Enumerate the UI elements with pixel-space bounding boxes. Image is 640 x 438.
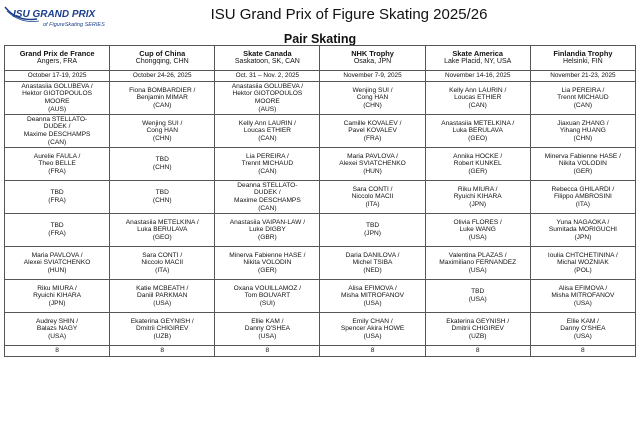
pair-entry-line: Maximiliano FERNANDEZ <box>439 259 517 267</box>
pair-entry-line: (ITA) <box>575 200 590 208</box>
event-location: Lake Placid, NY, USA <box>444 58 512 66</box>
pair-entry-line: Rebecca GHILARDI / <box>551 185 615 193</box>
pair-entry-cell <box>425 247 530 280</box>
pair-entry-line: Fiona BOMBARDIER / <box>129 86 196 94</box>
pair-entry-line: Sara CONTI / <box>142 251 183 259</box>
entry-count-cell: 8 <box>215 346 320 357</box>
pair-entry-line: (USA) <box>363 299 382 307</box>
entry-count-cell: 8 <box>320 346 425 357</box>
pair-entry-line: Spencer Akira HOWE <box>340 325 405 333</box>
pair-entry-cell <box>530 313 635 346</box>
pair-entry-line: (SUI) <box>259 299 276 307</box>
event-dates-row <box>5 71 636 82</box>
pair-entry-line: Yuna NAGAOKA / <box>556 218 610 226</box>
pair-entry-cell <box>530 247 635 280</box>
pair-entry-line: Michal WOZNIAK <box>557 259 609 267</box>
pair-entry-line: Loucas ETHIER <box>243 127 292 135</box>
pair-entry-line: Ekaterina GEYNISH / <box>130 317 194 325</box>
event-header-cell <box>425 46 530 71</box>
pair-entry-cell <box>110 214 215 247</box>
pair-entry-line: Lia PEREIRA / <box>245 152 289 160</box>
pair-entry-line: (USA) <box>363 332 382 340</box>
entry-count-cell: 8 <box>110 346 215 357</box>
pair-entry-line: Maria PAVLOVA / <box>31 251 83 259</box>
event-dates-cell: October 24-26, 2025 <box>110 71 215 82</box>
pair-entry-line: Sara CONTI / <box>352 185 393 193</box>
pair-entry-line: Alexei SVIATCHENKO <box>339 160 406 168</box>
pair-entry-line: Anastasiia GOLUBEVA / <box>231 82 304 90</box>
pair-entry-cell <box>110 115 215 148</box>
pair-entry-line: Niccolo MACII <box>351 193 394 201</box>
pair-entry-cell <box>215 313 320 346</box>
event-name: Skate America <box>452 49 504 59</box>
pair-entry-line: Valentina PLAZAS / <box>448 251 507 259</box>
pair-entry-cell <box>425 280 530 313</box>
pair-entry-line: (POL) <box>574 266 592 274</box>
pair-entry-line: (AUS) <box>48 105 67 113</box>
pair-entry-line: (JPN) <box>574 233 592 241</box>
event-dates-cell: October 17-19, 2025 <box>5 71 110 82</box>
event-location: Osaka, JPN <box>353 58 392 66</box>
event-dates-cell: November 14-16, 2025 <box>425 71 530 82</box>
pair-entry-line: (CHN) <box>152 197 172 204</box>
pair-row <box>5 214 636 247</box>
pair-entry-cell <box>215 115 320 148</box>
pair-entry-line: Oxana VOUILLAMOZ / <box>233 284 302 292</box>
event-header-cell <box>215 46 320 71</box>
pair-entry-line: (CAN) <box>258 204 277 212</box>
pair-entry-line: Anastasiia METELKINA / <box>441 119 515 127</box>
pair-row <box>5 313 636 346</box>
pair-entry-line: Danny O'SHEA <box>244 325 291 333</box>
pair-row <box>5 82 636 115</box>
event-name: Grand Prix de France <box>19 49 95 59</box>
event-location: Saskatoon, SK, CAN <box>234 58 300 66</box>
pair-entry-line: Alexei SVIATCHENKO <box>23 259 91 267</box>
pair-entry-line: (CAN) <box>258 134 277 142</box>
pair-entry-line: Luka BERULAVA <box>137 226 188 234</box>
pair-entry-cell <box>320 82 425 115</box>
pair-entry-line: (USA) <box>573 332 592 340</box>
pair-entry-line: Benjamin MIMAR <box>136 94 188 102</box>
pair-entry-cell <box>5 148 110 181</box>
pair-entry-line: (JPN) <box>48 299 66 307</box>
pair-entry-line: Hektor GIOTOPOULOS <box>22 90 93 98</box>
pair-entry-line: Jiaxuan ZHANG / <box>557 119 609 127</box>
event-location: Angers, FRA <box>37 58 78 66</box>
pair-entry-line: Riku MIURA / <box>457 185 498 193</box>
pair-row <box>5 148 636 181</box>
pair-entry-line: DUDEK / <box>254 189 281 197</box>
event-header-row <box>5 46 636 71</box>
pair-entry-line: Robert KUNKEL <box>453 160 502 168</box>
pair-entry-line: Minerva Fabienne HASE / <box>229 251 306 259</box>
pair-entry-line: Maxime DESCHAMPS <box>23 131 91 138</box>
pair-entry-line: MOORE <box>254 98 280 105</box>
pair-entry-line: (HUN) <box>363 167 382 175</box>
pair-entry-line: Nikita VOLODIN <box>558 160 607 168</box>
entry-count-cell: 8 <box>5 346 110 357</box>
pair-entry-cell <box>425 214 530 247</box>
pair-entry-cell <box>215 247 320 280</box>
pair-entry-line: (ITA) <box>155 266 170 274</box>
pair-entry-cell <box>5 115 110 148</box>
svg-text:of FigureSkating SERIES: of FigureSkating SERIES <box>43 22 105 28</box>
pair-entry-line: (CAN) <box>573 101 593 109</box>
assignments-table <box>4 45 636 357</box>
pair-entry-line: Sumitada MORIGUCHI <box>548 226 617 234</box>
pair-entry-line: (USA) <box>573 299 592 307</box>
pair-entry-line: TBD <box>50 222 64 230</box>
pair-entry-line: TBD <box>50 189 64 197</box>
pair-entry-line: Filippo AMBROSINI <box>553 193 612 201</box>
pair-entry-line: (CHN) <box>152 134 172 142</box>
event-header-cell <box>5 46 110 71</box>
pair-entry-cell <box>110 82 215 115</box>
pair-entry-cell <box>215 148 320 181</box>
pair-entry-line: (USA) <box>48 332 67 340</box>
event-header-cell <box>320 46 425 71</box>
pair-entry-line: (USA) <box>468 266 487 274</box>
pair-entry-line: Kelly Ann LAURIN / <box>238 119 296 127</box>
page-title: ISU Grand Prix of Figure Skating 2025/26 <box>210 6 488 23</box>
pair-entry-line: Katie MCBEATH / <box>136 284 189 292</box>
pair-entry-line: Cong HAN <box>356 94 389 102</box>
pair-row <box>5 115 636 148</box>
pair-entry-line: Misha MITROFANOV <box>551 292 615 300</box>
pair-entry-line: Luke DIGBY <box>249 226 286 234</box>
entry-count-row <box>5 346 636 357</box>
pair-entry-line: Luke WANG <box>459 226 496 234</box>
pair-entry-line: Annika HOCKE / <box>453 152 503 160</box>
pair-entry-cell <box>5 313 110 346</box>
pair-entry-line: Daniil PARKMAN <box>137 292 188 300</box>
pair-entry-cell <box>215 82 320 115</box>
pair-entry-line: Misha MITROFANOV <box>341 292 405 300</box>
pair-entry-line: TBD <box>155 156 169 164</box>
pair-entry-line: DUDEK / <box>43 123 71 131</box>
pair-entry-line: Luka BERULAVA <box>452 127 503 135</box>
pair-entry-line: (FRA) <box>363 134 382 142</box>
svg-text:ISU GRAND PRIX: ISU GRAND PRIX <box>13 9 96 20</box>
pair-entry-line: Trennt MICHAUD <box>557 94 609 102</box>
pair-entry-line: Niccolo MACII <box>141 259 184 267</box>
pair-entry-line: Hektor GIOTOPOULOS <box>232 90 303 98</box>
pair-entry-line: Ryuichi KIHARA <box>33 292 82 300</box>
pair-entry-line: (GER) <box>573 167 593 175</box>
pair-entry-cell <box>320 115 425 148</box>
pair-entry-cell <box>5 181 110 214</box>
event-location: Chongqing, CHN <box>135 58 189 66</box>
event-location: Helsinki, FIN <box>563 58 603 66</box>
pair-entry-cell <box>110 148 215 181</box>
pair-entry-line: Ioulia CHTCHETININA / <box>547 251 618 259</box>
pair-entry-line: (CAN) <box>468 101 487 109</box>
pair-entry-cell <box>320 148 425 181</box>
event-header-cell <box>530 46 635 71</box>
pair-entry-line: (GEO) <box>468 134 488 142</box>
pair-entry-line: (JPN) <box>364 230 381 237</box>
pair-entry-line: Riku MIURA / <box>37 284 77 292</box>
pair-entry-cell <box>530 148 635 181</box>
pair-entry-line: Anastasiia VAIPAN-LAW / <box>229 218 306 226</box>
pair-entry-line: Yihang HUANG <box>559 127 606 135</box>
pair-entry-line: Anastasiia GOLUBEVA / <box>21 82 93 90</box>
pair-entry-line: Alisa EFIMOVA / <box>558 284 608 292</box>
pair-entry-cell <box>530 82 635 115</box>
pair-entry-line: Kelly Ann LAURIN / <box>449 86 507 94</box>
pair-entry-cell <box>320 247 425 280</box>
event-dates-cell: Oct. 31 – Nov. 2, 2025 <box>215 71 320 82</box>
pair-row <box>5 280 636 313</box>
pair-entry-line: (USA) <box>468 296 487 303</box>
pair-entry-line: Maxime DESCHAMPS <box>234 197 301 204</box>
pair-entry-line: Lia PEREIRA / <box>561 86 605 94</box>
pair-entry-line: (CAN) <box>153 101 172 109</box>
pair-entry-line: (FRA) <box>48 197 66 204</box>
pair-entry-line: Wenjing SUI / <box>352 86 393 94</box>
pair-entry-line: Cong HAN <box>146 127 178 135</box>
pair-entry-line: Emily CHAN / <box>352 317 393 325</box>
pair-entry-line: (GBR) <box>258 233 277 241</box>
pair-entry-line: Trennt MICHAUD <box>241 160 294 168</box>
pair-entry-line: MOORE <box>44 98 70 105</box>
pair-entry-line: (CAN) <box>258 167 277 175</box>
pair-entry-line: (GEO) <box>152 233 172 241</box>
pair-entry-cell <box>425 181 530 214</box>
pair-entry-line: Michel TSIBA <box>352 259 393 267</box>
event-name: Skate Canada <box>243 49 292 59</box>
pair-entry-line: (USA) <box>153 299 172 307</box>
pair-entry-line: (USA) <box>258 332 277 340</box>
pair-entry-cell <box>425 148 530 181</box>
pair-row <box>5 181 636 214</box>
event-header-cell <box>110 46 215 71</box>
pair-entry-line: TBD <box>365 222 380 230</box>
pair-entry-line: Audrey SHIN / <box>36 317 79 325</box>
event-name: NHK Trophy <box>351 49 394 59</box>
pair-entry-line: Olivia FLORES / <box>453 218 502 226</box>
pair-entry-line: (NED) <box>363 266 382 274</box>
event-dates-cell: November 21-23, 2025 <box>530 71 635 82</box>
pair-entry-line: (CAN) <box>47 138 67 146</box>
pair-entry-line: (UZB) <box>153 332 172 340</box>
pair-entry-line: (FRA) <box>48 167 66 175</box>
pair-entry-line: Ellie KAM / <box>566 317 600 325</box>
pair-entry-line: Theo BELLE <box>38 160 76 168</box>
pair-entry-line: Dmitrii CHIGIREV <box>136 325 189 333</box>
pair-entry-line: Nikita VOLODIN <box>243 259 292 267</box>
pair-entry-cell <box>5 247 110 280</box>
entry-count-cell: 8 <box>530 346 635 357</box>
pair-entry-cell <box>530 214 635 247</box>
pair-entry-line: Wenjing SUI / <box>142 119 183 127</box>
pair-entry-cell <box>5 82 110 115</box>
pair-entry-cell <box>320 313 425 346</box>
pair-entry-cell <box>110 247 215 280</box>
pair-entry-cell <box>320 214 425 247</box>
pair-entry-line: Danny O'SHEA <box>560 325 606 333</box>
pair-entry-line: Alisa EFIMOVA / <box>348 284 397 292</box>
pair-entry-line: Ellie KAM / <box>251 317 284 325</box>
pair-entry-line: (USA) <box>468 233 487 241</box>
pair-entry-cell <box>110 181 215 214</box>
pair-entry-line: Pavel KOVALEV <box>348 127 397 135</box>
pair-entry-line: Anastasiia METELKINA / <box>125 218 199 226</box>
pair-entry-line: Ryuichi KIHARA <box>453 193 502 201</box>
pair-entry-cell <box>110 280 215 313</box>
pair-entry-line: Deanna STELLATO- <box>237 181 298 189</box>
discipline-title: Pair Skating <box>283 32 357 46</box>
pair-entry-cell <box>425 82 530 115</box>
pair-entry-line: (CHN) <box>573 134 593 142</box>
pair-entry-line: (ITA) <box>365 200 380 208</box>
event-name: Finlandia Trophy <box>553 49 613 59</box>
pair-entry-line: (GER) <box>258 266 277 274</box>
pair-entry-line: Maria PAVLOVA / <box>347 152 399 160</box>
pair-entry-line: Aurelie FAULA / <box>33 152 81 160</box>
pair-entry-line: (HUN) <box>47 266 67 274</box>
pair-entry-line: TBD <box>155 189 169 197</box>
pair-entry-cell <box>425 115 530 148</box>
pair-entry-cell <box>320 280 425 313</box>
pair-entry-line: Ekaterina GEYNISH / <box>446 317 510 325</box>
pair-entry-line: (GER) <box>468 167 488 175</box>
pair-entry-cell <box>425 313 530 346</box>
pair-entry-cell <box>530 115 635 148</box>
pair-entry-cell <box>215 181 320 214</box>
pair-entry-line: (JPN) <box>469 200 487 208</box>
event-name: Cup of China <box>139 49 186 59</box>
pair-entry-line: (CHN) <box>363 101 382 109</box>
pair-entry-cell <box>5 280 110 313</box>
event-dates-cell: November 7-9, 2025 <box>320 71 425 82</box>
pair-entry-line: Camille KOVALEV / <box>343 119 402 127</box>
pair-entry-cell <box>530 181 635 214</box>
pair-entry-cell <box>320 181 425 214</box>
pair-entry-line: Tom BOUVART <box>244 292 291 300</box>
pair-entry-line: (FRA) <box>48 230 66 237</box>
pair-entry-cell <box>215 214 320 247</box>
pair-entry-cell <box>110 313 215 346</box>
pair-entry-line: Dmitrii CHIGIREV <box>451 325 504 333</box>
pair-row <box>5 247 636 280</box>
pair-entry-cell <box>530 280 635 313</box>
pair-entry-line: Loucas ETHIER <box>454 94 502 102</box>
pair-entry-cell <box>5 214 110 247</box>
pair-entry-line: Minerva Fabienne HASE / <box>544 152 621 160</box>
pair-entry-cell <box>215 280 320 313</box>
entry-count-cell: 8 <box>425 346 530 357</box>
pair-entry-line: Daria DANILOVA / <box>345 251 400 259</box>
pair-entry-line: (AUS) <box>258 105 277 113</box>
pair-entry-line: TBD <box>471 288 485 296</box>
pair-entry-line: Deanna STELLATO- <box>26 115 88 123</box>
pair-entry-line: (CHN) <box>152 164 172 171</box>
pair-entry-line: (UZB) <box>468 332 487 340</box>
pair-entry-line: Balazs NAGY <box>36 325 78 333</box>
